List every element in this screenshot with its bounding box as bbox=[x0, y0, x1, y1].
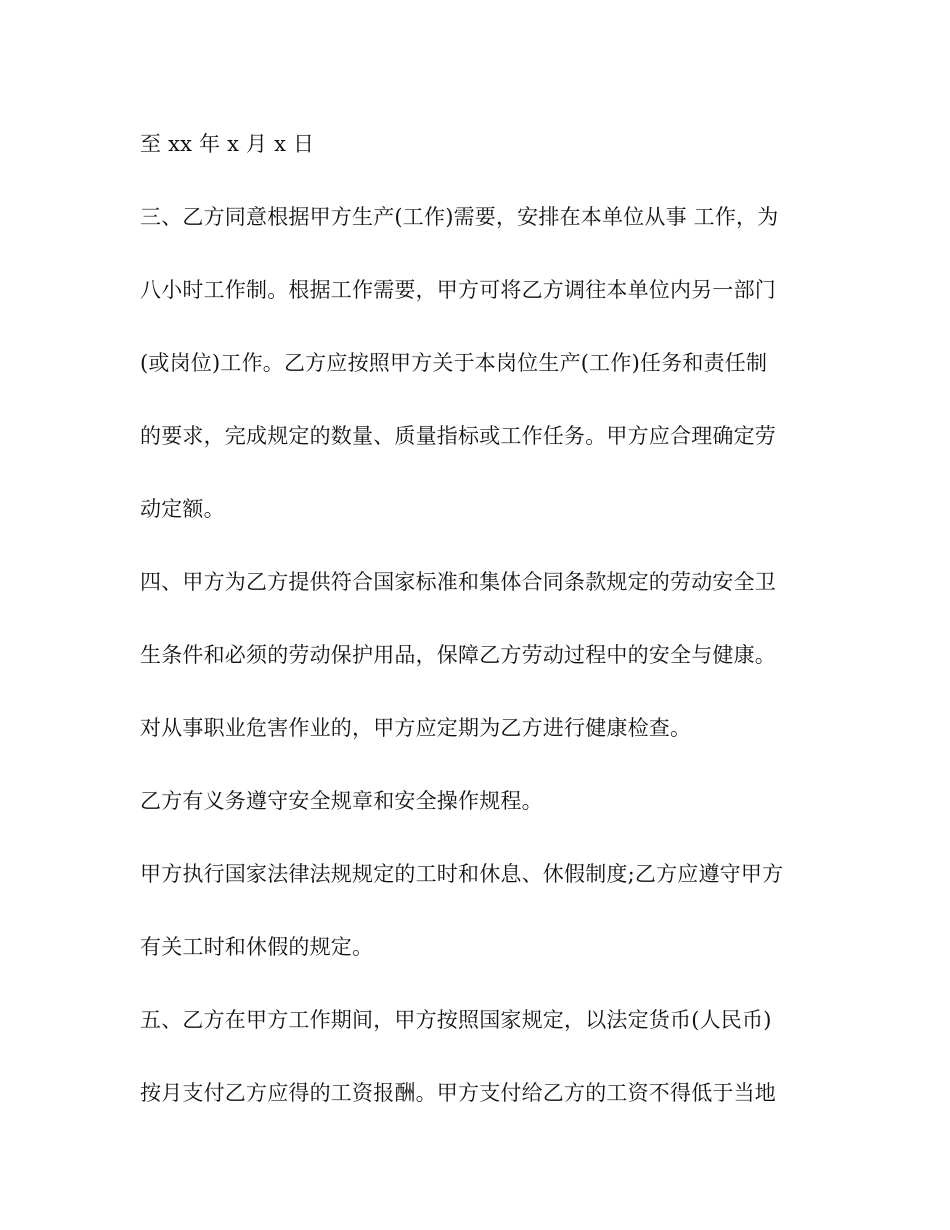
text-line-clause-3-d: 的要求，完成规定的数量、质量指标或工作任务。甲方应合理确定劳 bbox=[140, 424, 776, 448]
text-line-clause-4-a: 四、甲方为乙方提供符合国家标准和集体合同条款规定的劳动安全卫 bbox=[140, 570, 776, 594]
text-line-clause-4-d: 乙方有义务遵守安全规章和安全操作规程。 bbox=[140, 789, 543, 813]
text-line-clause-3-a: 三、乙方同意根据甲方生产(工作)需要，安排在本单位从事 工作，为 bbox=[140, 205, 779, 229]
text-line-clause-5-b: 按月支付乙方应得的工资报酬。甲方支付给乙方的工资不得低于当地 bbox=[140, 1081, 776, 1105]
text-line-clause-3-c: (或岗位)工作。乙方应按照甲方关于本岗位生产(工作)任务和责任制 bbox=[140, 351, 768, 375]
text-line-date: 至 xx 年 x 月 x 日 bbox=[140, 132, 315, 156]
text-line-clause-3-b: 八小时工作制。根据工作需要，甲方可将乙方调往本单位内另一部门 bbox=[140, 278, 776, 302]
text-line-clause-3-e: 动定额。 bbox=[140, 497, 225, 521]
text-line-clause-4-c: 对从事职业危害作业的，甲方应定期为乙方进行健康检查。 bbox=[140, 716, 692, 740]
text-line-clause-4-f: 有关工时和休假的规定。 bbox=[140, 935, 374, 959]
text-line-clause-4-b: 生条件和必须的劳动保护用品，保障乙方劳动过程中的安全与健康。 bbox=[140, 643, 776, 667]
text-line-clause-4-e: 甲方执行国家法律法规规定的工时和休息、休假制度;乙方应遵守甲方 bbox=[140, 862, 784, 886]
text-line-clause-5-a: 五、乙方在甲方工作期间，甲方按照国家规定，以法定货币(人民币) bbox=[140, 1008, 772, 1032]
